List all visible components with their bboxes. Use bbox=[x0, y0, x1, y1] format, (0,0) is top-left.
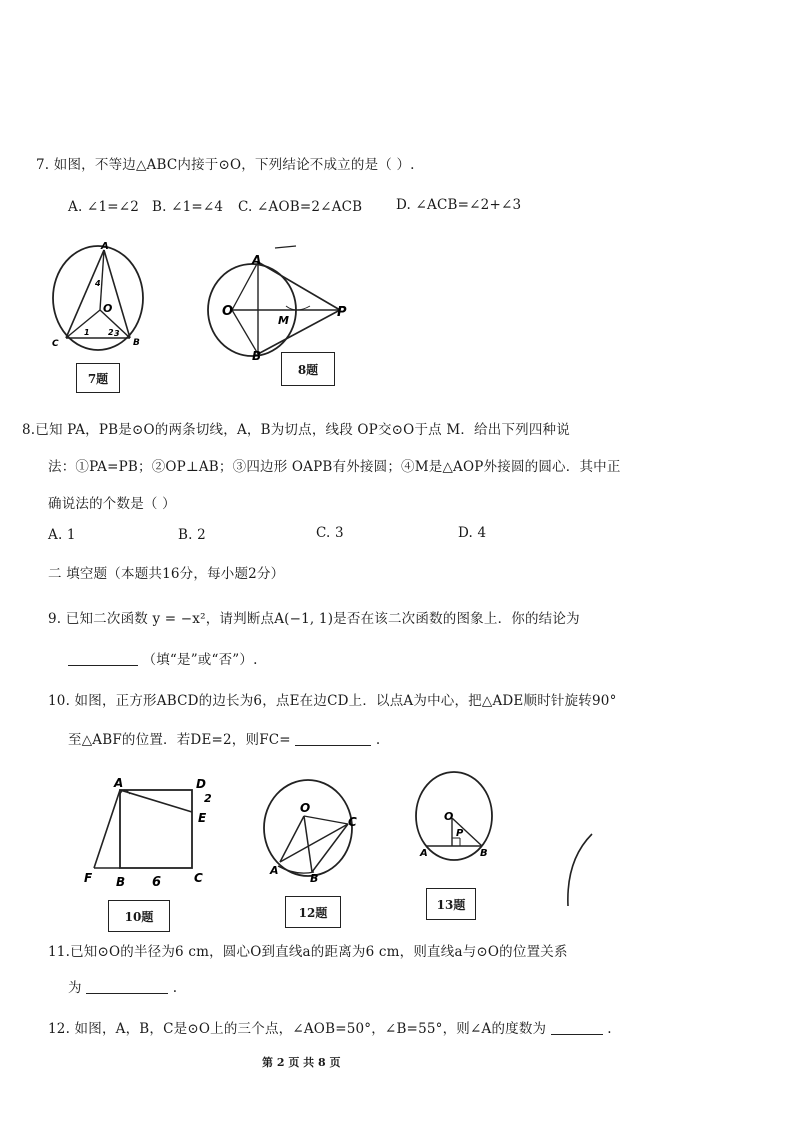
q8-option-b: B. 2 bbox=[178, 527, 206, 543]
q10-line-2 bbox=[68, 728, 380, 748]
fig10-label-e: E bbox=[198, 811, 207, 825]
fig10-label-a: A bbox=[114, 776, 124, 790]
figure-10-diagram bbox=[80, 772, 220, 892]
q11-line-1: 11.已知⊙O的半径为6 cm，圆心O到直线a的距离为6 cm，则直线a与⊙O的位置关系 bbox=[48, 944, 568, 960]
fig12-label-a: A bbox=[270, 864, 279, 877]
fig7-label-3: 3 bbox=[114, 329, 120, 338]
q12-line-1-text: 12. 如图，A，B，C是⊙O上的三个点，∠AOB=50°，∠B=55°，则∠A的度数为 bbox=[48, 1021, 547, 1037]
q8-line-3: 确说法的个数是（ ） bbox=[48, 496, 176, 512]
q8-line-2: 法：①PA=PB；②OP⊥AB；③四边形 OAPB有外接圆；④M是△AOP外接圆的圆心．其中正 bbox=[48, 459, 621, 475]
fig7-label-4: 4 bbox=[95, 279, 101, 288]
section-2-title: 二 填空题（本题共16分，每小题2分） bbox=[48, 566, 285, 582]
q7-option-b: B. ∠1=∠4 bbox=[152, 199, 224, 215]
q10-line-2-text: 至△ABF的位置．若DE=2，则FC= bbox=[68, 732, 291, 748]
figure-13-diagram bbox=[408, 768, 498, 868]
fig13-label-p: P bbox=[456, 828, 464, 839]
stray-arc-mark bbox=[560, 830, 600, 910]
q8-option-c: C. 3 bbox=[316, 525, 344, 541]
fig7-label-b: B bbox=[133, 338, 140, 348]
fig12-label-o: O bbox=[300, 801, 311, 815]
fig8-label-o: O bbox=[222, 304, 234, 319]
q7-option-c: C. ∠AOB=2∠ACB bbox=[238, 199, 363, 215]
fig7-label-o: O bbox=[103, 302, 113, 315]
fig12-label-b: B bbox=[310, 872, 319, 884]
q11-answer-blank[interactable] bbox=[86, 979, 168, 994]
figure-8-caption: 8题 bbox=[281, 352, 335, 386]
figure-8-diagram bbox=[200, 236, 360, 366]
q10-line-1: 10. 如图，正方形ABCD的边长为6，点E在边CD上．以点A为中心，把△ADE顺时针旋转90° bbox=[48, 693, 617, 709]
q8-option-d: D. 4 bbox=[458, 525, 487, 541]
figure-12-diagram bbox=[256, 772, 368, 884]
fig13-label-b: B bbox=[480, 848, 488, 859]
figure-7-caption: 7题 bbox=[76, 363, 120, 393]
q11-line-2 bbox=[68, 976, 177, 996]
fig10-label-de: 2 bbox=[204, 792, 212, 805]
figure-13-caption: 13题 bbox=[426, 888, 476, 920]
q7-option-d: D. ∠ACB=∠2+∠3 bbox=[396, 197, 522, 213]
fig8-label-b: B bbox=[252, 349, 262, 363]
q10-line-2-end: . bbox=[375, 732, 381, 748]
fig8-label-a: A bbox=[252, 253, 262, 267]
figure-12-caption: 12题 bbox=[285, 896, 341, 928]
q10-answer-blank[interactable] bbox=[295, 731, 371, 746]
q12-line-1-end: . bbox=[607, 1021, 612, 1037]
fig10-label-f: F bbox=[84, 871, 93, 885]
fig10-label-side: 6 bbox=[152, 875, 162, 890]
fig7-label-a: A bbox=[101, 241, 109, 252]
fig7-label-2: 2 bbox=[108, 328, 114, 337]
fig8-label-p: P bbox=[337, 305, 347, 320]
q8-line-1: 8.已知 PA，PB是⊙O的两条切线，A，B为切点，线段 OP交⊙O于点 M．给出下列四种说 bbox=[22, 422, 570, 438]
fig7-label-1: 1 bbox=[84, 328, 90, 337]
q11-line-2-text: 为 bbox=[68, 980, 82, 996]
fig12-label-c: C bbox=[348, 815, 357, 829]
fig8-label-m: M bbox=[278, 314, 289, 327]
q8-option-a: A. 1 bbox=[48, 527, 76, 543]
q7-option-a: A. ∠1=∠2 bbox=[68, 199, 140, 215]
q12-answer-blank[interactable] bbox=[551, 1020, 603, 1035]
figure-7-diagram bbox=[40, 238, 160, 353]
q9-line-1: 9. 已知二次函数 y = −x²，请判断点A(−1, 1)是否在该二次函数的图象上．你的结论为 bbox=[48, 611, 580, 627]
q7-stem: 7. 如图，不等边△ABC内接于⊙O，下列结论不成立的是（ ）. bbox=[36, 157, 415, 173]
fig10-label-c: C bbox=[194, 871, 203, 885]
q11-line-2-end: . bbox=[172, 980, 178, 996]
fig10-label-d: D bbox=[196, 777, 206, 791]
fig7-label-c: C bbox=[52, 339, 59, 349]
fig13-label-a: A bbox=[420, 848, 428, 859]
q12-line-1 bbox=[48, 1017, 612, 1037]
fig10-label-b: B bbox=[116, 875, 126, 889]
q9-answer-blank[interactable] bbox=[68, 651, 138, 666]
q9-line-2-text: （填“是”或“否”）. bbox=[142, 652, 258, 668]
q9-line-2 bbox=[68, 648, 258, 668]
page-footer: 第 2 页 共 8 页 bbox=[262, 1056, 341, 1069]
figure-10-caption: 10题 bbox=[108, 900, 170, 932]
fig13-label-o: O bbox=[444, 810, 454, 823]
